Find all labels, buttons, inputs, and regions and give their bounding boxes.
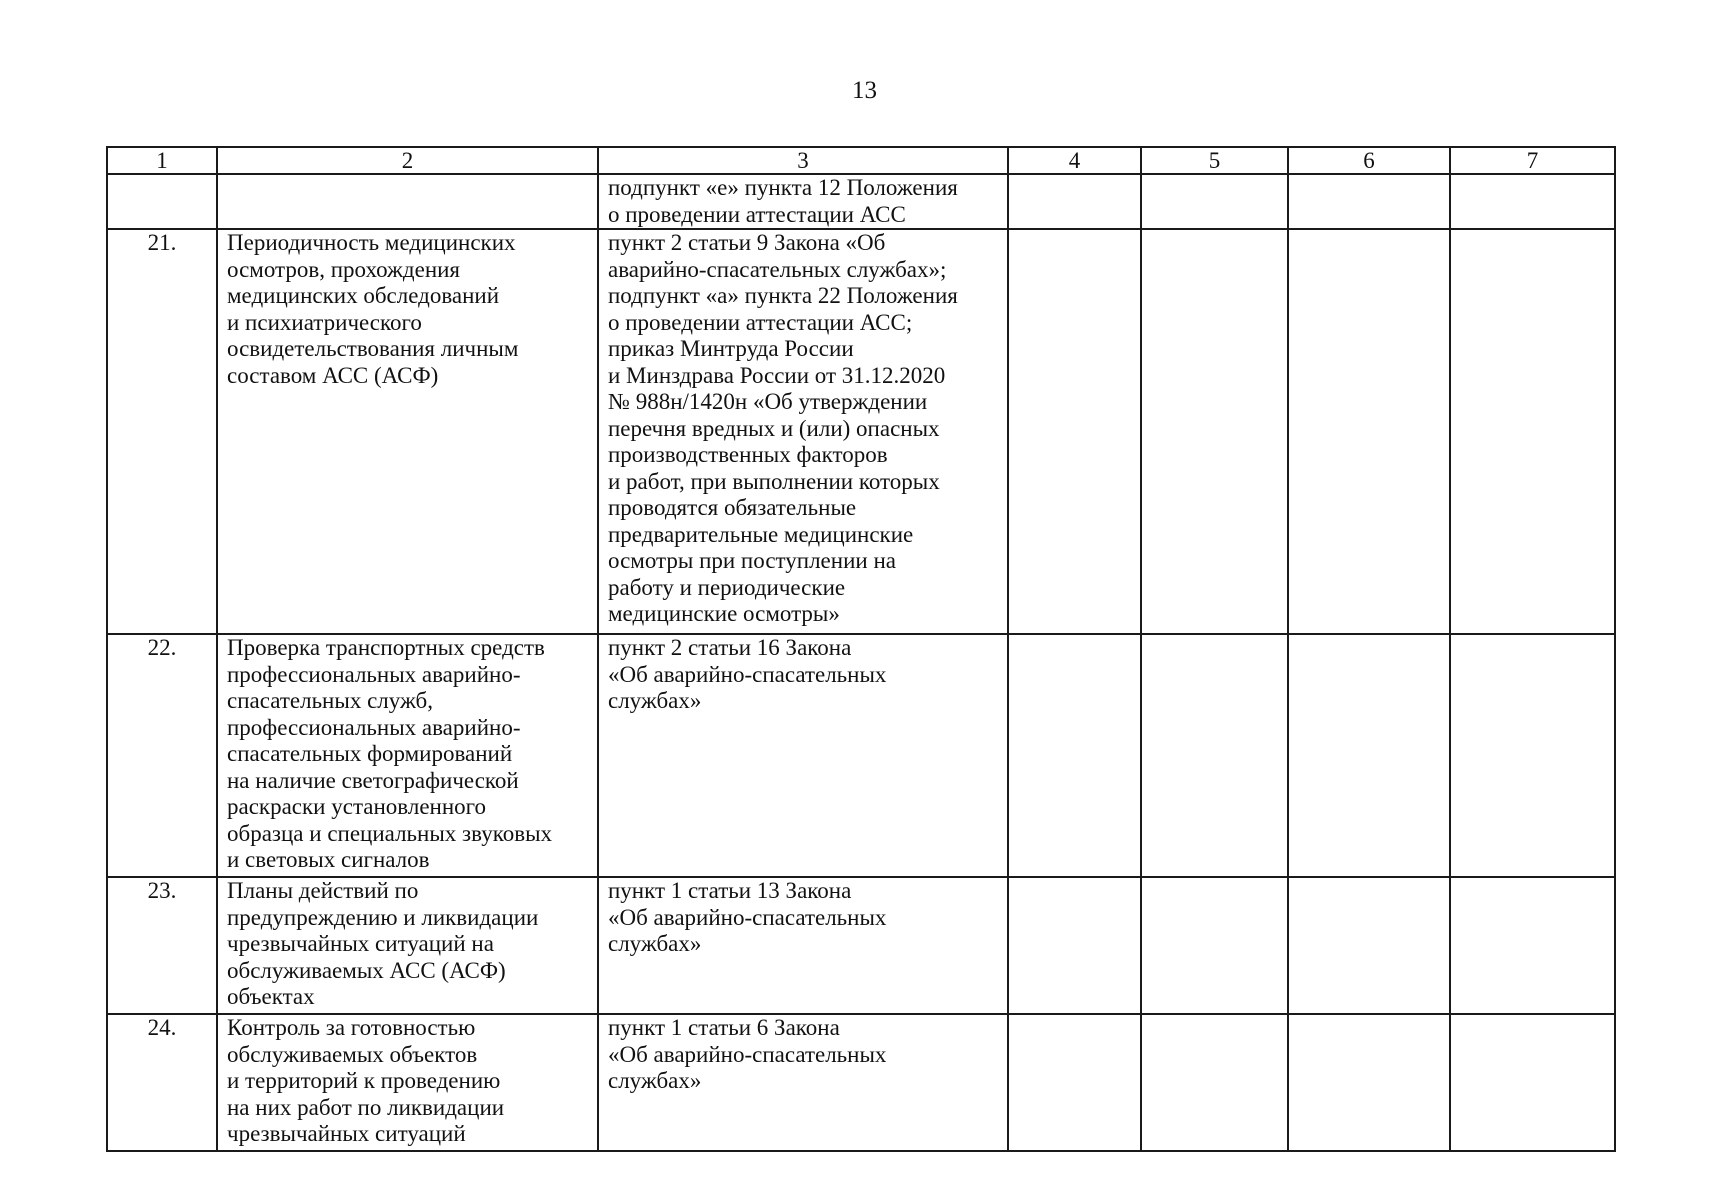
row-number: 21. [107,229,217,634]
column-header-7: 7 [1450,147,1615,174]
column-header-6: 6 [1288,147,1450,174]
legal-basis [598,174,1008,229]
row-number: 22. [107,634,217,877]
legal-basis-text: пункт 1 статьи 13 Закона «Об аварийно-спасательных службах» [608,878,887,956]
requirement-subject [217,877,598,1014]
table-row [107,877,1615,1014]
column-header-2: 2 [217,147,598,174]
empty-cell-col7 [1450,877,1615,1014]
empty-cell-col6 [1288,1014,1450,1151]
empty-cell-col4 [1008,634,1141,877]
empty-cell-col5 [1141,174,1288,229]
legal-basis [598,877,1008,1014]
requirement-subject-text: Планы действий по предупреждению и ликвидации чрезвычайных ситуаций на обслуживаемых АСС (АСФ) объектах [227,878,539,1009]
empty-cell-col5 [1141,634,1288,877]
header-row [107,147,1615,174]
requirement-subject [217,229,598,634]
legal-basis [598,229,1008,634]
empty-cell-col6 [1288,877,1450,1014]
column-header-5: 5 [1141,147,1288,174]
empty-cell-col5 [1141,229,1288,634]
empty-cell-col4 [1008,877,1141,1014]
row-number: 24. [107,1014,217,1151]
empty-cell-col4 [1008,229,1141,634]
empty-cell-col6 [1288,174,1450,229]
empty-cell-col4 [1008,174,1141,229]
legal-basis-text: пункт 1 статьи 6 Закона «Об аварийно-спасательных службах» [608,1015,887,1093]
column-header-1: 1 [107,147,217,174]
empty-cell-col6 [1288,634,1450,877]
empty-cell-col7 [1450,229,1615,634]
legal-basis-text: пункт 2 статьи 16 Закона «Об аварийно-спасательных службах» [608,635,887,713]
column-header-4: 4 [1008,147,1141,174]
requirement-subject [217,174,598,229]
table-row [107,229,1615,634]
requirements-table [106,146,1616,1152]
column-header-3: 3 [598,147,1008,174]
requirement-subject-text: Контроль за готовностью обслуживаемых объектов и территорий к проведению на них работ по ликвидации чрезвычайных ситуаций [227,1015,505,1146]
page-number: 13 [852,77,877,104]
requirement-subject-text: Периодичность медицинских осмотров, прохождения медицинских обследований и психиатрического освидетельствования личным составом АСС (АСФ) [227,230,519,388]
legal-basis [598,634,1008,877]
empty-cell-col5 [1141,877,1288,1014]
empty-cell-col7 [1450,174,1615,229]
row-number: 23. [107,877,217,1014]
table-row [107,1014,1615,1151]
row-number [107,174,217,229]
empty-cell-col7 [1450,634,1615,877]
requirement-subject [217,634,598,877]
empty-cell-col6 [1288,229,1450,634]
table-row [107,634,1615,877]
empty-cell-col7 [1450,1014,1615,1151]
requirement-subject [217,1014,598,1151]
legal-basis [598,1014,1008,1151]
empty-cell-col5 [1141,1014,1288,1151]
empty-cell-col4 [1008,1014,1141,1151]
legal-basis-text: подпункт «е» пункта 12 Положения о проведении аттестации АСС [608,175,958,227]
legal-basis-text: пункт 2 статьи 9 Закона «Об аварийно-спасательных службах»; подпункт «а» пункта 22 Положения о проведении аттестации АСС; приказ Минтруда России и Минздрава России от 31.12.2020 № 988н/1420н «Об утверждении перечня вредных и (или) опасных производственных факторов и работ, при выполнении которых проводятся обязательные предварительные медицинские осмотры при поступлении на работу и периодические медицинские осмотры» [608,230,958,626]
requirement-subject-text: Проверка транспортных средств профессиональных аварийно- спасательных служб, профессиональных аварийно- спасательных формирований на наличие светографической раскраски установленного образца и специальных звуковых и световых сигналов [227,635,553,872]
table-row-continuation [107,174,1615,229]
